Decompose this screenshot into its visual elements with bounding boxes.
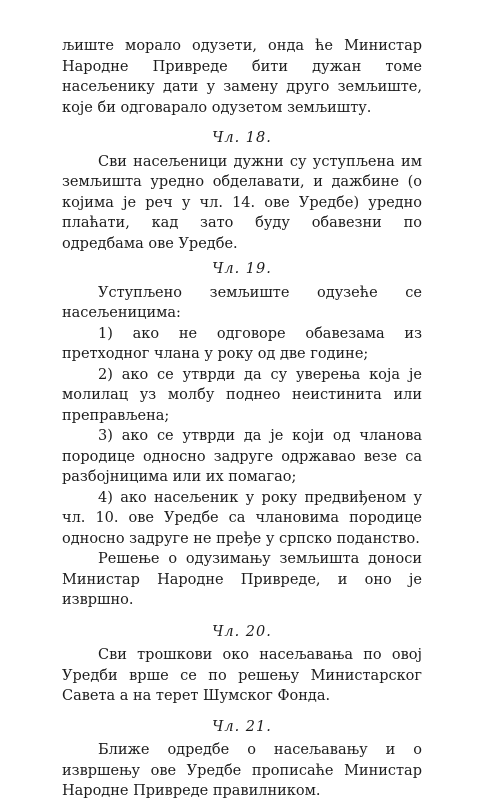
article-20-heading: Чл. 20.	[212, 623, 272, 640]
article-18-paragraph: Сви насељеници дужни су уступљена им земљишта уредно обделавати, и дажбине (о којима је реч у чл. 14. ове Уредбе) уредно плаћати, кад зато буду обавезни по одредбама ове Уредбе.	[62, 153, 422, 252]
article-20-paragraph: Сви трошкови око насељавања по овој Уредби врше се по решењу Министарског Савета а на терет Шумског Фонда.	[62, 647, 422, 704]
article-19-item-4: 4) ако насељеник у року предвиђеном у чл. 10. ове Уредбе са члановима породице односно задруге не пређе у српско поданство.	[62, 489, 422, 547]
article-18-heading: Чл. 18.	[212, 130, 272, 146]
article-19-item-3: 3) ако се утврди да је који од чланова породице односно задруге одржавао везе са разбојницима или их помагао;	[62, 428, 422, 485]
article-19-intro: Уступљено земљиште одузеће се насељеницима:	[62, 284, 422, 321]
article-19-item-2: 2) ако се утврди да су уверења која је молилац уз молбу поднео неистинита или преправљена;	[62, 366, 422, 424]
article-19-item-1: 1) ако не одговоре обавезама из претходног члана у року од две године;	[62, 325, 422, 362]
article-21-heading: Чл. 21.	[212, 718, 272, 735]
article-19-decision: Решење о одузимању земљишта доноси Министар Народне Привреде, и оно је извршно.	[62, 551, 422, 608]
intro-paragraph: љиште морало одузети, онда ће Министар Народне Привреде бити дужан томе насељенику дати у замену друго земљиште, које би одговарало одузетом земљишту.	[62, 38, 422, 116]
article-21-paragraph: Ближе одредбе о насељавању и о извршењу ове Уредбе прописаће Министар Народне Привреде правилником.	[62, 742, 422, 799]
article-19-heading: Чл. 19.	[212, 261, 272, 277]
